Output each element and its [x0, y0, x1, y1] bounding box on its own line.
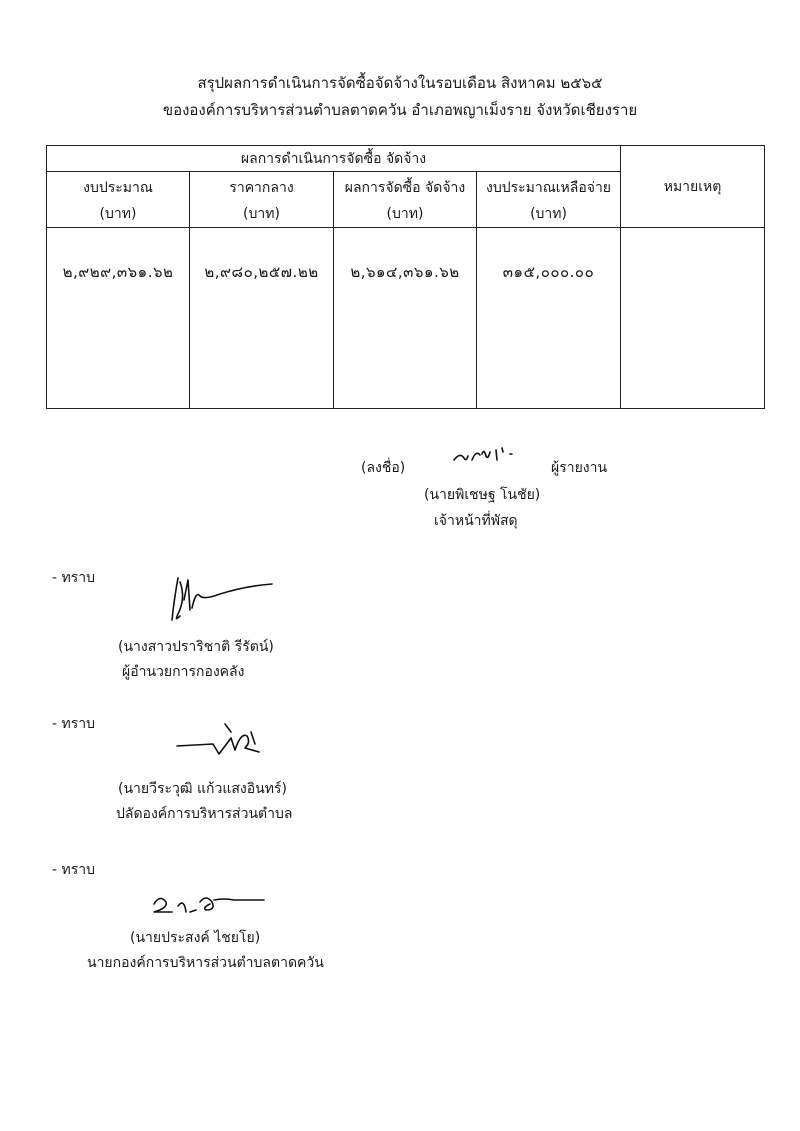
acknowledge-label: - ทราบ — [52, 570, 95, 586]
reporter-name: (นายพิเชษฐ โนชัย) — [424, 487, 541, 503]
column-label: งบประมาณ — [83, 180, 153, 196]
reporter-position: เจ้าหน้าที่พัสดุ — [434, 513, 518, 529]
procurement-summary-table — [46, 145, 765, 409]
acknowledge-label: - ทราบ — [52, 862, 95, 878]
column-label: ราคากลาง — [229, 180, 294, 196]
column-header-median-price — [190, 172, 334, 228]
column-unit: (บาท) — [99, 206, 137, 222]
column-header-budget — [47, 172, 190, 228]
chief-administrator-name: (นายวีระวุฒิ แก้วแสงอินทร์) — [118, 781, 287, 797]
finance-director-name: (นางสาวปราริชาติ รีรัตน์) — [118, 639, 274, 655]
remarks-header: หมายเหตุ — [621, 146, 765, 228]
document-subtitle: ขององค์การบริหารส่วนตำบลตาดควัน อำเภอพญาเม็งราย จังหวัดเชียงราย — [162, 101, 638, 119]
reporter-role: ผู้รายงาน — [551, 460, 608, 476]
column-label: งบประมาณเหลือจ่าย — [486, 180, 612, 196]
mayor-name: (นายประสงค์ ไชยโย) — [130, 930, 261, 946]
finance-director-signature — [160, 570, 280, 630]
column-unit: (บาท) — [386, 206, 424, 222]
sign-prefix: (ลงชื่อ) — [361, 460, 406, 476]
cell-median-price: ๒,๙๘๐,๒๕๗.๒๒ — [190, 228, 334, 409]
cell-budget: ๒,๙๒๙,๓๖๑.๖๒ — [47, 228, 190, 409]
cell-remarks — [621, 228, 765, 409]
column-unit: (บาท) — [530, 206, 567, 222]
reporter-signature — [450, 440, 530, 470]
column-header-procurement-result — [334, 172, 477, 228]
mayor-position: นายกองค์การบริหารส่วนตำบลตาดควัน — [87, 955, 324, 971]
acknowledge-label: - ทราบ — [52, 716, 95, 732]
chief-administrator-signature — [175, 718, 275, 768]
chief-administrator-position: ปลัดองค์การบริหารส่วนตำบล — [116, 806, 293, 822]
table-group-header: ผลการดำเนินการจัดซื้อ จัดจ้าง — [47, 146, 621, 172]
finance-director-position: ผู้อำนวยการกองคลัง — [122, 664, 245, 680]
column-label: ผลการจัดซื้อ จัดจ้าง — [344, 180, 466, 196]
document-title: สรุปผลการดำเนินการจัดซื้อจัดจ้างในรอบเดือน สิงหาคม ๒๕๖๕ — [197, 74, 603, 92]
column-unit: (บาท) — [243, 206, 280, 222]
mayor-signature — [150, 890, 270, 920]
column-header-remaining-budget — [477, 172, 621, 228]
cell-remaining-budget: ๓๑๕,๐๐๐.๐๐ — [477, 228, 621, 409]
cell-procurement-result: ๒,๖๑๔,๓๖๑.๖๒ — [334, 228, 477, 409]
